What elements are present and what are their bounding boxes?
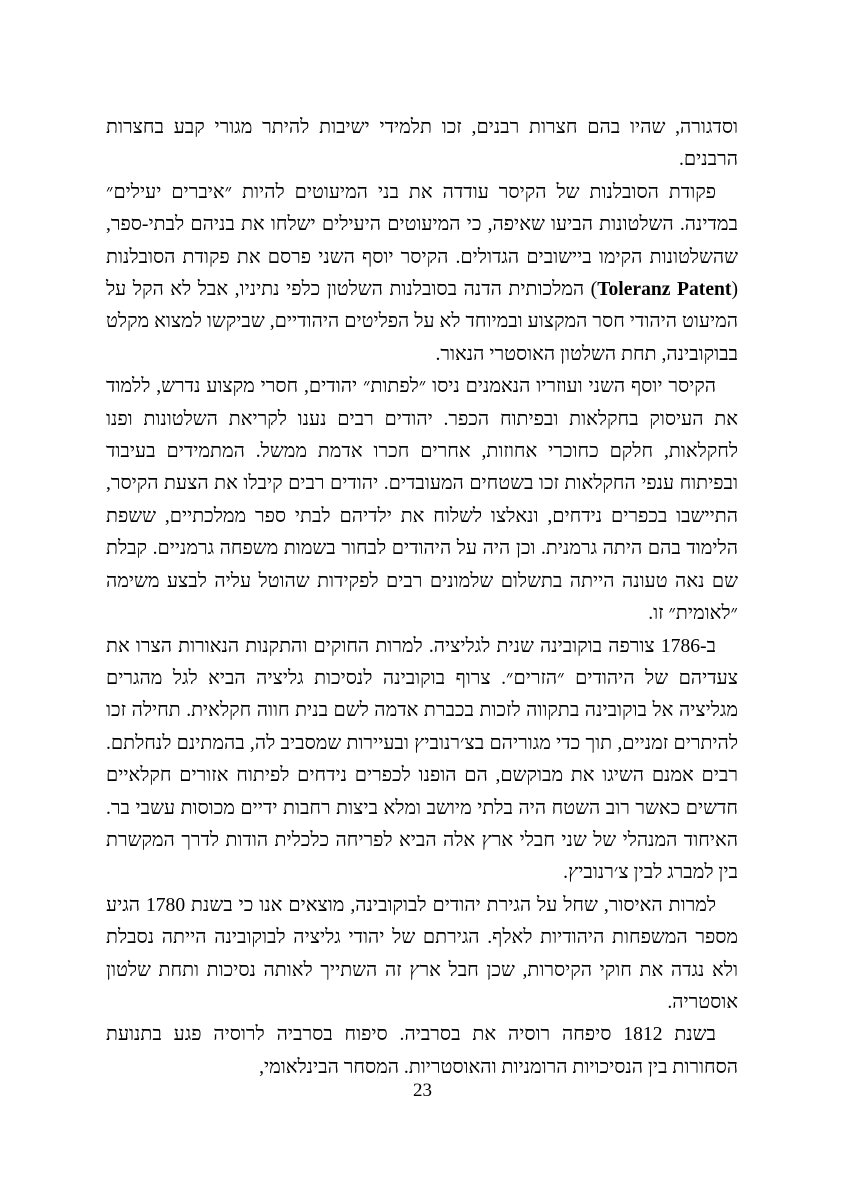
paragraph: וסדגורה, שהיו בהם חצרות רבנים, זכו תלמידי ישיבות להיתר מגורי קבע בחצרות הרבנים. — [106, 117, 738, 171]
paragraph: בשנת 1812 סיפחה רוסיה את בסרביה. סיפוח בסרביה לרוסיה פגע בתנועת הסחורות בין הנסיכויות הרומניות והאוסטריות. המסחר הבינלאומי, — [106, 1024, 738, 1078]
paragraph: למרות האיסור, שחל על הגירת יהודים לבוקובינה, מוצאים אנו כי בשנת 1780 הגיע מספר המשפחות היהודיות לאלף. הגירתם של יהודי גליציה לבוקובינה הייתה נסבלת ולא נגדה את חוקי הקיסרות, שכן חבל ארץ זה השתייך לאותה נסיכות ותחת שלטון אוסטריה. — [106, 894, 738, 1013]
page-body — [106, 112, 738, 1084]
page-number: 23 — [413, 1080, 432, 1101]
paragraph: ב-1786 צורפה בוקובינה שנית לגליציה. למרות החוקים והתקנות הנאורות הצרו את צעדיהם של היהודים ״הזרים״. צרוף בוקובינה לנסיכות גליציה הביא לגל מהגרים מגליציה אל בוקובינה בתקווה לזכות בכברת אדמה לשם בנית חווה חקלאית. תחילה זכו להיתרים זמניים, תוך כדי מגוריהם בצ׳רנוביץ ובעיירות שמסביב לה, בהמתינם לנחלתם. רבים אמנם השיגו את מבוקשם, הם הופנו לכפרים נידחים לפיתוח אזורים חקלאיים חדשים כאשר רוב השטח היה בלתי מיושב ומלא ביצות רחבות ידיים מכוסות עשבי בר. האיחוד המנהלי של שני חבלי ארץ אלה הביא לפריחה כלכלית הודות לדרך המקשרת בין למברג לבין צ׳רנוביץ. — [106, 635, 738, 884]
paragraph: הקיסר יוסף השני ועוזריו הנאמנים ניסו ״לפתות״ יהודים, חסרי מקצוע נדרש, ללמוד את העיסוק בחקלאות ובפיתוח הכפר. יהודים רבים נענו לקריאת השלטונות ופנו לחקלאות, חלקם כחוכרי אחוזות, אחרים חכרו אדמת ממשל. המתמידים בעיבוד ובפיתוח ענפי החקלאות זכו בשטחים המעובדים. יהודים רבים קיבלו את הצעת הקיסר, התיישבו בכפרים נידחים, ונאלצו לשלוח את ילדיהם לבתי ספר ממלכתיים, ששפת הלימוד בהם היתה גרמנית. וכן היה על היהודים לבחור בשמות משפחה גרמניים. קבלת שם נאה טעונה הייתה בתשלום שלמונים רבים לפקידות שהוטל עליה לבצע משימה ״לאומית״ זו. — [106, 376, 738, 625]
paragraph: פקודת הסובלנות של הקיסר עודדה את בני המיעוטים להיות ״איברים יעילים״ במדינה. השלטונות הביעו שאיפה, כי המיעוטים היעילים ישלחו את בניהם לבתי-ספר, שהשלטונות הקימו ביישובים הגדולים. הקיסר יוסף השני פרסם את פקודת הסובלנות (Toleranz Patent) המלכותית הדנה בסובלנות השלטון כלפי נתיניו, אבל לא הקל על המיעוט היהודי חסר המקצוע ובמיוחד לא על הפליטים היהודיים, שביקשו למצוא מקלט בבוקובינה, תחת השלטון האוסטרי הנאור. — [106, 181, 738, 365]
latin-term: Toleranz Patent — [597, 279, 732, 301]
